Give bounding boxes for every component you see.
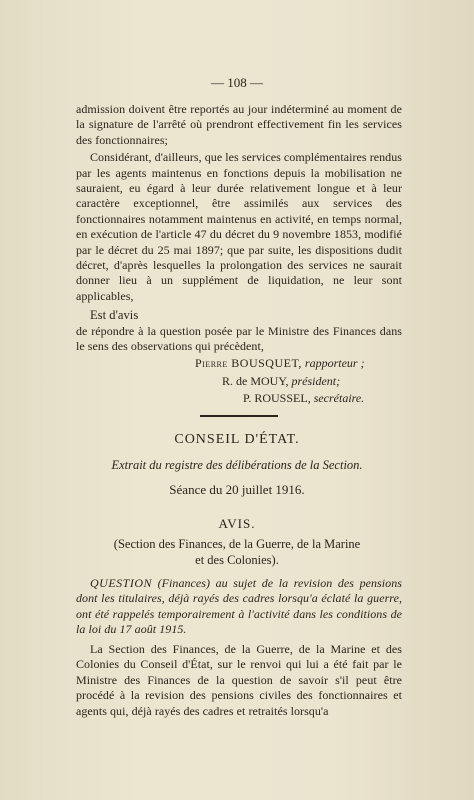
signature-secretaire [243,391,364,406]
signature-rapporteur [195,356,365,371]
section-subtitle-2: et des Colonies). [195,553,279,567]
seance-date: Séance du 20 juillet 1916. [169,482,305,497]
signature-president [222,374,340,389]
avis-title: AVIS. [218,516,256,531]
paragraph-considerant: Considérant, d'ailleurs, que les services complémentaires rendus par les agents maintenus en fonctions depuis la mobilisation ne sauraient, eu égard à leur durée relativement longue et à leur caractère exceptionnel, être assimilés aux services des fonctionnaires notamment maintenus en activité, en temps normal, en exécution de l'article 47 du décret du 9 novembre 1853, modifié par le décret du 25 mai 1897; que par suite, les dispositions dudit décret, d'après lesquelles la prolongation des services ne saurait donner lieu à un supplément de liquidation, ne leur sont applicables, [76,150,402,303]
signature-role: secrétaire. [313,391,365,405]
avis-text: de répondre à la question posée par le Ministre des Finances dans le sens des observations qui précèdent, [76,323,402,354]
body-block-top [76,102,402,355]
signature-role: rapporteur ; [304,356,365,370]
paragraph-section: La Section des Finances, de la Guerre, de la Marine et des Colonies du Conseil d'État, sur le renvoi qui lui a été fait par le Ministre des Finances de la question de savoir s'il peut être procédé à la revision des pensions civiles des fonctionnaires et agents qui, déjà rayés des cadres et retraités lorsqu'a [76,642,402,718]
signature-name: Pierre BOUSQUET, [195,356,302,370]
page-number: — 108 — [211,75,263,90]
body-block-bottom [76,642,402,719]
question-label: QUESTION [90,576,153,590]
question-block [76,576,402,638]
section-title: CONSEIL D'ÉTAT. [174,432,300,447]
signature-name: R. de MOUY, [222,374,289,388]
question-text: (Finances) au sujet de la revision des pensions dont les titulaires, déjà rayés des cadres lorsqu'a éclaté la guerre, ont été rappelés temporairement à l'activité dans les conditions de la loi du 17 août 1915. [76,576,402,637]
extract-line: Extrait du registre des délibérations de la Section. [111,458,363,472]
section-divider [200,415,278,417]
paragraph-continuation: admission doivent être reportés au jour indéterminé au moment de la signature de l'arrêté où prendront effectivement fin les services des fonctionnaires; [76,102,402,147]
signature-name: P. ROUSSEL, [243,391,311,405]
question-paragraph [76,576,402,638]
signature-role: président; [291,374,341,388]
section-subtitle-1: (Section des Finances, de la Guerre, de la Marine [113,537,361,551]
avis-heading: Est d'avis [90,308,139,323]
